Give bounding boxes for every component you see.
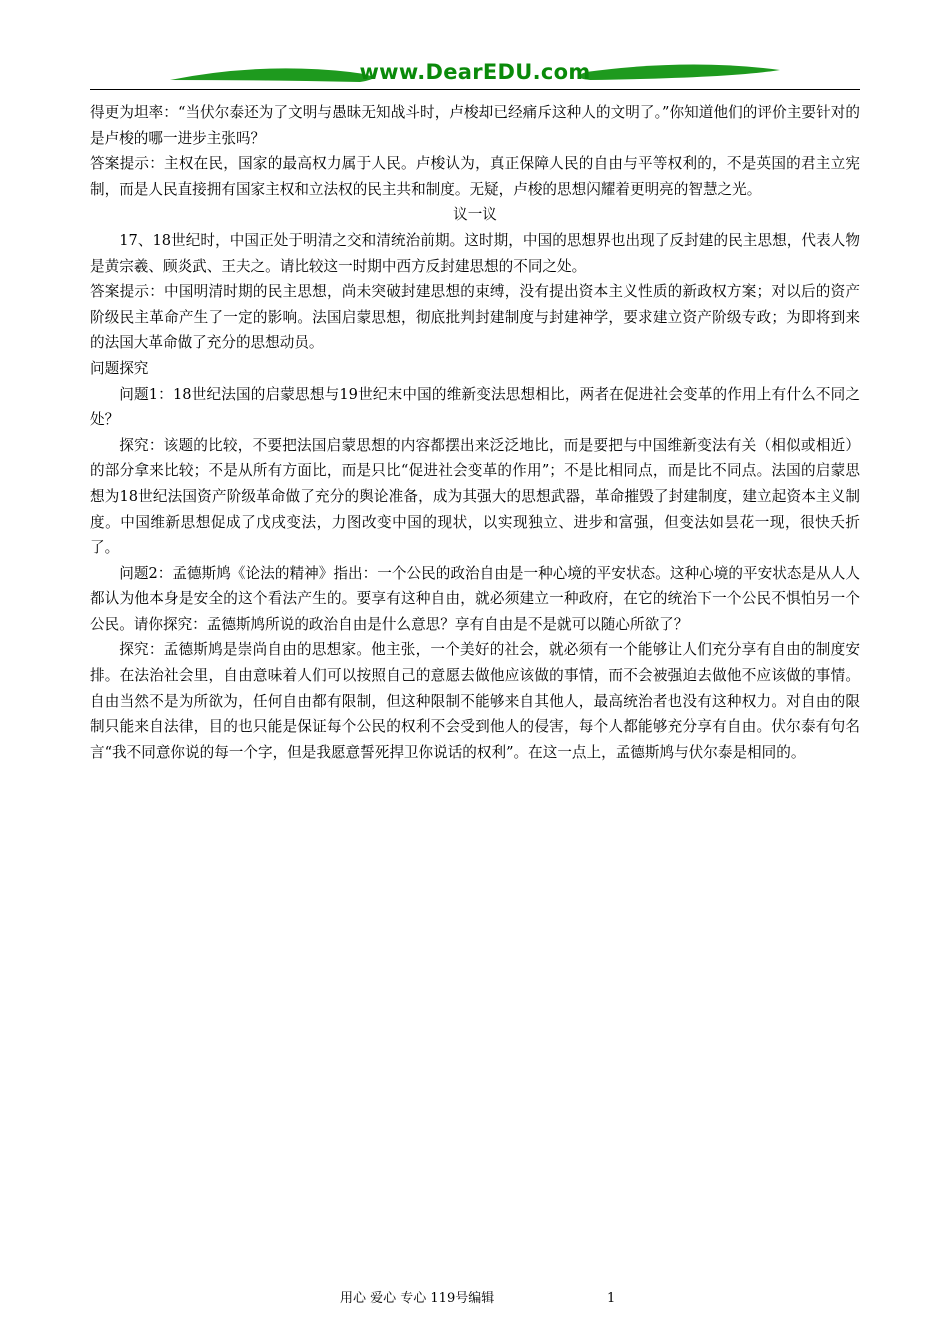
answer-hint-1: 答案提示：主权在民，国家的最高权力属于人民。卢梭认为，真正保障人民的自由与平等权利的，不是英国的君主立宪制，而是人民直接拥有国家主权和立法权的民主共和制度。无疑，卢梭的思想闪耀着更明亮的智慧之光。 bbox=[90, 155, 860, 198]
inquiry-answer-2: 探究：孟德斯鸠是崇尚自由的思想家。他主张，一个美好的社会，就必须有一个能够让人们充分享有自由的制度安排。在法治社会里，自由意味着人们可以按照自己的意愿去做他应该做的事情，而不会被强迫去做他不应该做的事情。自由当然不是为所欲为，任何自由都有限制，但这种限制不能够来自其他人，最高统治者也没有这种权力。对自由的限制只能来自法律，目的也只能是保证每个公民的权利不会受到他人的侵害，每个人都能够充分享有自由。伏尔泰有句名言“我不同意你说的每一个字，但是我愿意誓死捍卫你说话的权利”。在这一点上，孟德斯鸠与伏尔泰是相同的。 bbox=[90, 641, 860, 761]
section-heading-inquiry: 问题探究 bbox=[90, 359, 149, 377]
site-logo-text: www.DearEDU.com bbox=[359, 60, 591, 84]
paragraph-1: 得更为坦率：“当伏尔泰还为了文明与愚昧无知战斗时，卢梭却已经痛斥这种人的文明了。”你知道他们的评价主要针对的是卢梭的哪一进步主张吗？ bbox=[90, 104, 860, 147]
question-1: 问题1：18世纪法国的启蒙思想与19世纪末中国的维新变法思想相比，两者在促进社会变革的作用上有什么不同之处？ bbox=[90, 385, 860, 429]
answer-hint-2: 答案提示：中国明清时期的民主思想，尚未突破封建思想的束缚，没有提出资本主义性质的新政权方案；对以后的资产阶级民主革命产生了一定的影响。法国启蒙思想，彻底批判封建制度与封建神学，要求建立资产阶级专政；为即将到来的法国大革命做了充分的思想动员。 bbox=[90, 283, 860, 352]
footer-note: 用心 爱心 专心 119号编辑 bbox=[340, 1291, 495, 1306]
page-number: 1 bbox=[607, 1291, 616, 1306]
discussion-question: 17、18世纪时，中国正处于明清之交和清统治前期。这时期，中国的思想界也出现了反封建的民主思想，代表人物是黄宗羲、顾炎武、王夫之。请比较这一时期中西方反封建思想的不同之处。 bbox=[90, 231, 860, 275]
section-heading-discuss: 议一议 bbox=[453, 206, 497, 224]
document-body bbox=[90, 100, 860, 765]
question-2: 问题2：孟德斯鸠《论法的精神》指出：一个公民的政治自由是一种心境的平安状态。这种心境的平安状态是从人人都认为他本身是安全的这个看法产生的。要享有这种自由，就必须建立一种政府，在它的统治下一个公民不惧怕另一个公民。请你探究：孟德斯鸠所说的政治自由是什么意思？享有自由是不是就可以随心所欲了？ bbox=[90, 564, 860, 633]
inquiry-answer-1: 探究：该题的比较，不要把法国启蒙思想的内容都摆出来泛泛地比，而是要把与中国维新变法有关（相似或相近）的部分拿来比较；不是从所有方面比，而是只比“促进社会变革的作用”；不是比相同点，而是比不同点。法国的启蒙思想为18世纪法国资产阶级革命做了充分的舆论准备，成为其强大的思想武器，革命摧毁了封建制度，建立起资本主义制度。中国维新思想促成了戊戌变法，力图改变中国的现状，以实现独立、进步和富强，但变法如昙花一现，很快夭折了。 bbox=[90, 436, 860, 557]
header-divider bbox=[90, 89, 860, 90]
